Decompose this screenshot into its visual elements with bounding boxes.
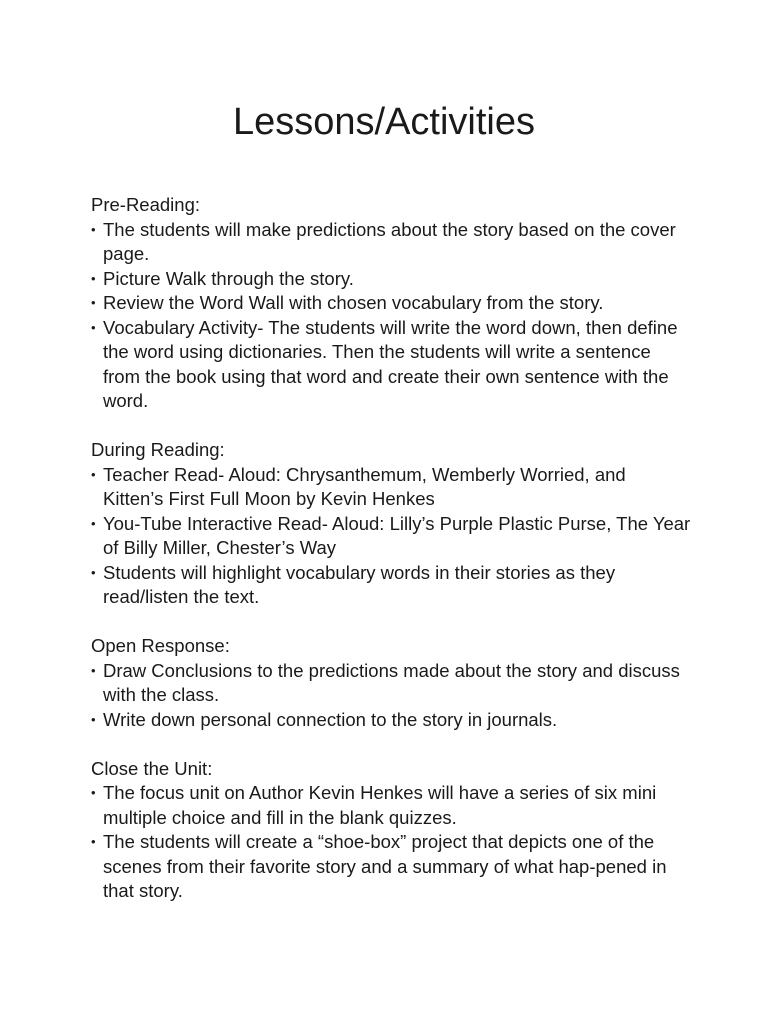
section-heading: Open Response: [91,635,230,656]
list-item: • Vocabulary Activity- The students will write the word down, then define the word using dictionaries. Then the students will write a sentence from the book using that word and create their own sentence with the word. [91,316,691,414]
section-close-the-unit [91,757,691,904]
list-item: • Picture Walk through the story. [91,267,691,292]
section-heading: Close the Unit: [91,757,213,779]
section-open-response [91,634,691,732]
list-item: • You-Tube Interactive Read- Aloud: Lilly’s Purple Plastic Purse, The Year of Billy Miller, Chester’s Way [91,512,691,561]
list-item: • The students will create a “shoe-box” project that depicts one of the scenes from their favorite story and a summary of what hap-pened in that story. [91,830,691,904]
list-item: • Teacher Read- Aloud: Chrysanthemum, Wemberly Worried, and Kitten’s First Full Moon by Kevin Henkes [91,463,691,512]
list-item: • The focus unit on Author Kevin Henkes will have a series of six mini multiple choice and fill in the blank quizzes. [91,781,691,830]
bullet-list [91,218,691,414]
list-item: • Students will highlight vocabulary words in their stories as they read/listen the text. [91,561,691,610]
document-body [91,193,691,928]
page-title: Lessons/Activities [232,101,535,143]
section-heading: During Reading: [91,439,225,460]
section-during-reading [91,438,691,610]
list-item: • Review the Word Wall with chosen vocabulary from the story. [91,291,691,316]
list-item: • Write down personal connection to the story in journals. [91,708,691,733]
list-item: • Draw Conclusions to the predictions made about the story and discuss with the class. [91,659,691,708]
section-heading: Pre-Reading: [91,194,201,215]
list-item: • The students will make predictions about the story based on the cover page. [91,218,691,267]
section-pre-reading [91,193,691,414]
bullet-list [91,781,691,904]
bullet-list [91,659,691,733]
bullet-list [91,463,691,610]
